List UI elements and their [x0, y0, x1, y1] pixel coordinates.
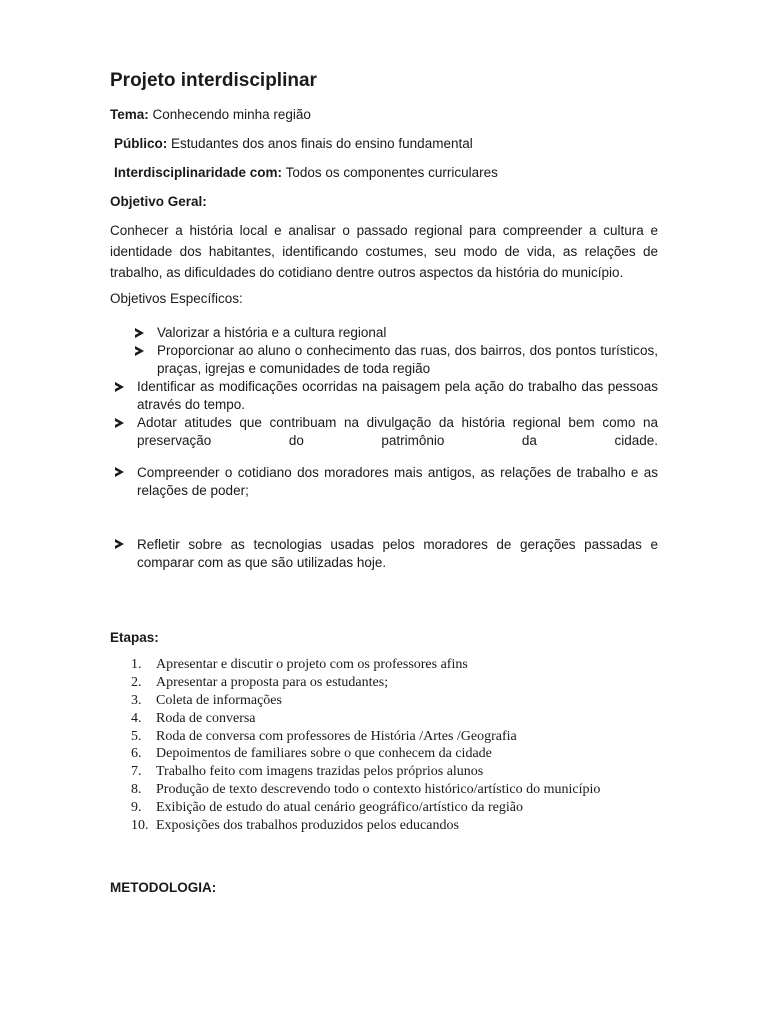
list-item: 8. Produção de texto descrevendo todo o contexto histórico/artístico do município [131, 782, 601, 798]
list-item: 4. Roda de conversa [131, 710, 256, 726]
list-item: 9. Exibição de estudo do atual cenário geográfico/artístico da região [131, 800, 523, 816]
publico-value: Estudantes dos anos finais do ensino fundamental [171, 136, 473, 151]
objective-item: Compreender o cotidiano dos moradores mais antigos, as relações de trabalho e as relações de poder; [137, 465, 658, 498]
list-item: 10. Exposições dos trabalhos produzidos pelos educandos [131, 818, 459, 834]
objective-item: Identificar as modificações ocorridas na paisagem pela ação do trabalho das pessoas através do tempo. [137, 379, 658, 412]
objective-item: Proporcionar ao aluno o conhecimento das ruas, dos bairros, dos pontos turísticos, praças, igrejas e comunidades de toda região [157, 343, 658, 376]
publico-line [114, 136, 473, 151]
tema-line [110, 107, 311, 122]
etapas-list [131, 656, 600, 835]
arrow-bullet-icon [135, 328, 144, 338]
publico-label: Público: [114, 136, 168, 151]
interdisciplinaridade-line [114, 165, 498, 180]
objective-item: Refletir sobre as tecnologias usadas pelos moradores de gerações passadas e comparar com as que são utilizadas hoje. [137, 537, 658, 570]
objetivos-especificos-heading: Objetivos Específicos: [110, 291, 243, 306]
tema-value: Conhecendo minha região [152, 107, 311, 122]
list-item: 3. Coleta de informações [131, 692, 282, 708]
tema-label: Tema: [110, 107, 149, 122]
objective-item: Adotar atitudes que contribuam na divulgação da história regional bem como na preservação do patrimônio da cidade. [137, 415, 658, 448]
objetivo-geral-text: Conhecer a história local e analisar o passado regional para compreender a cultura e identidade dos habitantes, identificando costumes, seu modo de vida, as relações de trabalho, as dificuldades do cotidiano dentre outros aspectos da história do município. [110, 223, 658, 280]
list-item: 5. Roda de conversa com professores de História /Artes /Geografia [131, 728, 517, 744]
arrow-bullet-icon [115, 382, 124, 392]
list-item: 6. Depoimentos de familiares sobre o que conhecem da cidade [131, 746, 492, 762]
page-title: Projeto interdisciplinar [110, 70, 317, 91]
objetivo-geral-heading: Objetivo Geral: [110, 194, 207, 209]
objective-item: Valorizar a história e a cultura regional [157, 325, 387, 340]
arrow-bullet-icon [115, 467, 124, 477]
arrow-bullet-icon [115, 539, 124, 549]
metodologia-heading: METODOLOGIA: [110, 880, 217, 895]
arrow-bullet-icon [115, 418, 124, 428]
etapas-heading: Etapas: [110, 630, 159, 645]
interdisciplinaridade-label: Interdisciplinaridade com: [114, 165, 283, 180]
list-item: 2. Apresentar a proposta para os estudantes; [131, 674, 389, 690]
list-item: 1. Apresentar e discutir o projeto com os professores afins [131, 657, 468, 672]
arrow-bullet-icon [135, 346, 144, 356]
interdisciplinaridade-value: Todos os componentes curriculares [285, 165, 498, 180]
list-item: 7. Trabalho feito com imagens trazidas pelos próprios alunos [131, 764, 484, 780]
